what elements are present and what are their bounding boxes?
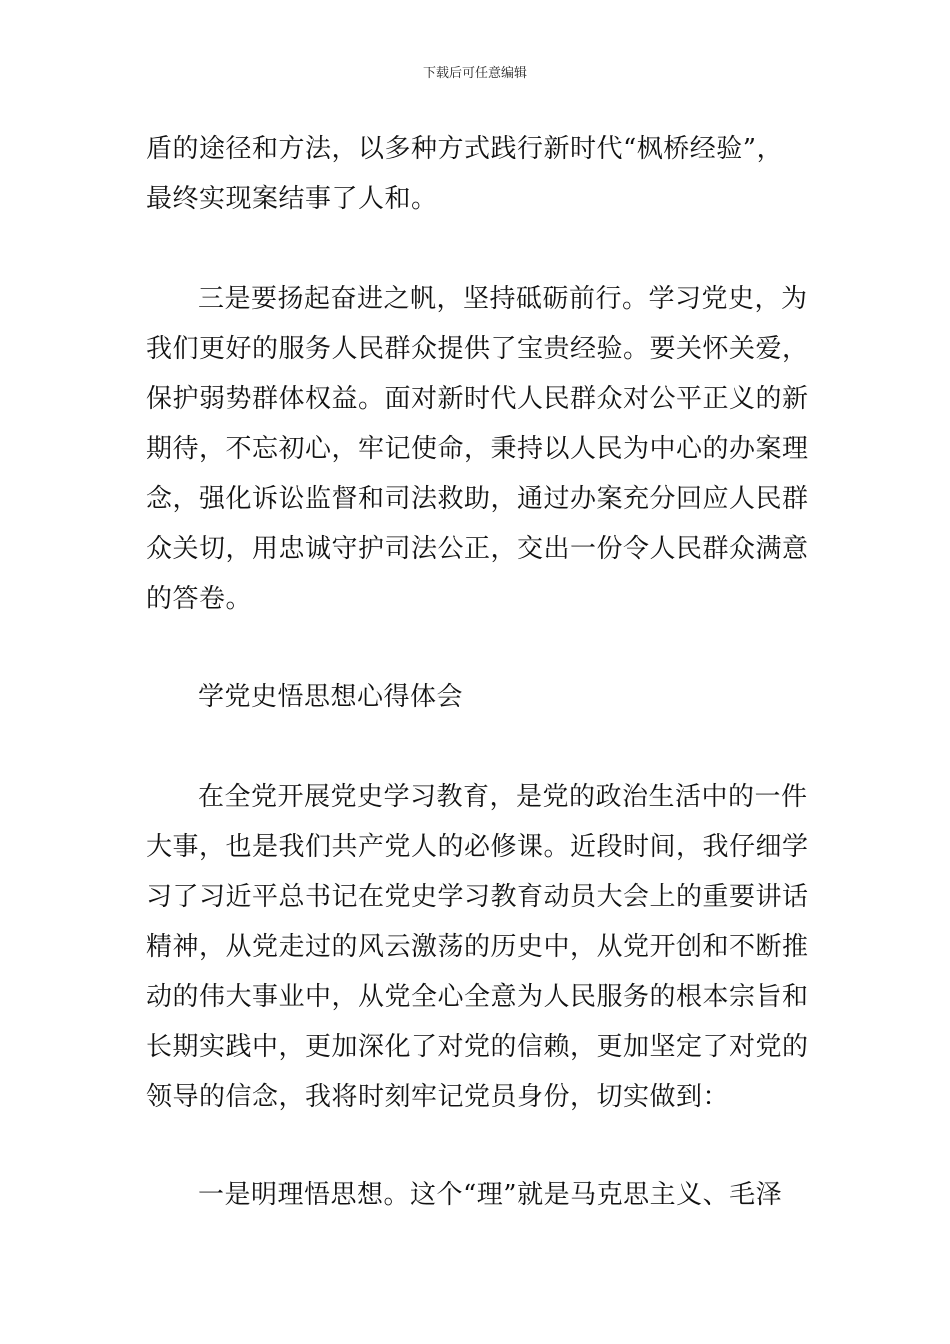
paragraph-line: 最终实现案结事了人和。 [146,184,438,214]
paragraph-line: 保护弱势群体权益。面对新时代人民群众对公平正义的新 [146,384,809,414]
paragraph-third-point [146,274,808,624]
paragraph-line: 我们更好的服务人民群众提供了宝贵经验。要关怀关爱， [146,334,809,364]
paragraph-line: 精神，从党走过的风云激荡的历史中，从党开创和不断推 [146,932,809,962]
paragraph-line: 念，强化诉讼监督和司法救助，通过办案充分回应人民群 [146,484,809,514]
paragraph-line: 盾的途径和方法，以多种方式践行新时代“枫桥经验”， [146,134,784,164]
paragraph-line: 动的伟大事业中，从党全心全意为人民服务的根本宗旨和 [146,982,809,1012]
paragraph-line: 长期实践中，更加深化了对党的信赖，更加坚定了对党的 [146,1032,809,1062]
paragraph-line: 期待，不忘初心，牢记使命，秉持以人民为中心的办案理 [146,434,809,464]
paragraph-intro [146,772,808,1122]
paragraph-line: 三是要扬起奋进之帆，坚持砥砺前行。学习党史，为 [198,284,808,314]
paragraph-line: 一是明理悟思想。这个“理”就是马克思主义、毛泽 [198,1180,783,1210]
paragraph-line: 众关切，用忠诚守护司法公正，交出一份令人民群众满意 [146,534,809,564]
paragraph-line: 习了习近平总书记在党史学习教育动员大会上的重要讲话 [146,882,809,912]
page-header: 下载后可任意编辑 [422,66,527,81]
title-line: 学党史悟思想心得体会 [198,682,464,712]
paragraph-line: 的答卷。 [146,584,253,614]
paragraph-line: 大事，也是我们共产党人的必修课。近段时间，我仔细学 [146,832,809,862]
document-title [146,672,808,722]
paragraph-first-point [146,1170,808,1220]
paragraph-line: 领导的信念，我将时刻牢记党员身份，切实做到： [146,1082,730,1112]
paragraph-continuation [146,124,808,224]
paragraph-line: 在全党开展党史学习教育，是党的政治生活中的一件 [198,782,808,812]
